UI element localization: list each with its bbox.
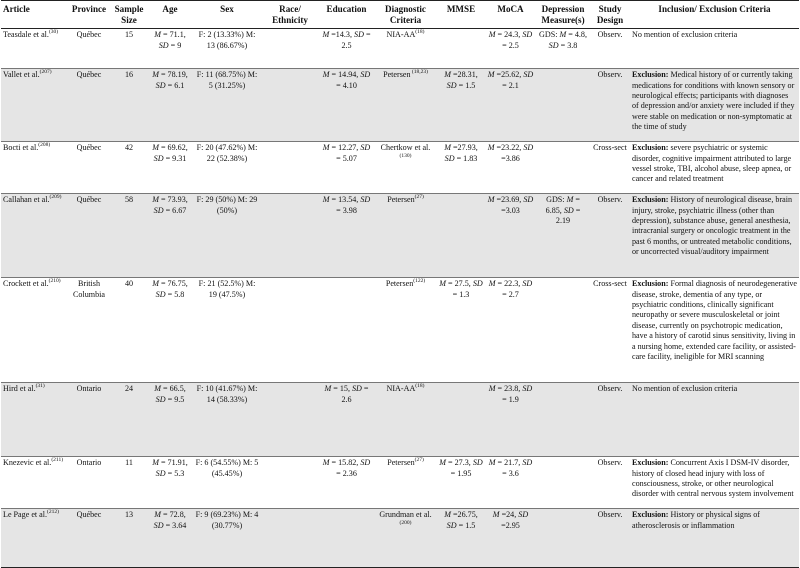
criteria-cell (630, 278, 799, 383)
province-cell (67, 457, 111, 509)
moca-value: M =24, SD =2.95 (492, 510, 529, 530)
criteria-cell (630, 69, 799, 142)
race-cell (261, 194, 319, 278)
depression-value: GDS: M = 6.85, SD = 2.19 (545, 195, 581, 225)
depression-cell (536, 457, 590, 509)
age-value: M = 66.5, SD = 9.5 (154, 384, 186, 404)
education-cell (319, 509, 374, 568)
design-value: Observ. (597, 70, 623, 80)
age-value: M = 71.1, SD = 9 (154, 30, 186, 50)
table-row (1, 142, 799, 194)
province-cell (67, 29, 111, 69)
education-value: M = 15, SD = 2.6 (324, 384, 369, 404)
education-cell (319, 383, 374, 457)
header-depression: Depression Measure(s) (536, 1, 590, 29)
diagnostic-cell (374, 457, 437, 509)
mmse-cell (437, 383, 485, 457)
moca-cell (485, 69, 536, 142)
header-design: Study Design (590, 1, 630, 29)
diagnostic-reference: (27) (414, 194, 424, 201)
mmse-cell (437, 457, 485, 509)
criteria-text: Concurrent Axis I DSM-IV disorder, history of closed head injury with loss of consciousness, stroke, or other neurological disorder with central nervous system involvement (632, 458, 794, 499)
header-sample-size: Sample Size (111, 1, 147, 29)
province-value: Québec (76, 143, 102, 153)
criteria-label: Exclusion: (632, 458, 669, 468)
education-value: M =14.3, SD = 2.5 (322, 30, 371, 50)
sex-cell (193, 509, 261, 568)
sample-size-value: 42 (124, 143, 134, 153)
article-cell (1, 194, 67, 278)
sample-size-cell (111, 194, 147, 278)
table-row (1, 29, 799, 69)
education-value: M = 13.54, SD = 3.98 (322, 195, 371, 215)
depression-cell (536, 194, 590, 278)
header-sex: Sex (193, 1, 261, 29)
diagnostic-reference: (130) (399, 152, 412, 159)
criteria-text: No mention of exclusion criteria (632, 30, 738, 40)
article-name: Crockett et al. (3, 279, 49, 289)
table-row (1, 457, 799, 509)
age-cell (147, 457, 193, 509)
table-row (1, 69, 799, 142)
diagnostic-reference: (200) (399, 519, 412, 526)
article-name: Teasdale et al. (3, 30, 49, 40)
sample-size-cell (111, 383, 147, 457)
race-cell (261, 142, 319, 194)
race-cell (261, 29, 319, 69)
sex-value: F: 9 (69.23%) M: 4 (30.77%) (195, 510, 259, 530)
moca-cell (485, 278, 536, 383)
sample-size-cell (111, 29, 147, 69)
criteria-label: Exclusion: (632, 195, 669, 205)
article-cell (1, 142, 67, 194)
mmse-cell (437, 509, 485, 568)
article-reference: (30) (48, 29, 59, 36)
moca-value: M =23.22, SD =3.86 (487, 143, 534, 163)
design-cell (590, 194, 630, 278)
sex-cell (193, 457, 261, 509)
criteria-cell (630, 457, 799, 509)
sample-size-cell (111, 509, 147, 568)
article-name: Bocti et al. (3, 143, 39, 153)
sex-cell (193, 278, 261, 383)
sex-cell (193, 194, 261, 278)
race-cell (261, 509, 319, 568)
sample-size-cell (111, 69, 147, 142)
age-value: M = 73.93, SD = 6.67 (152, 195, 188, 215)
sample-size-value: 24 (124, 384, 134, 394)
province-cell (67, 142, 111, 194)
education-cell (319, 142, 374, 194)
diagnostic-value: Petersen (387, 458, 415, 468)
table-row (1, 509, 799, 568)
article-name: Knezevic et al. (3, 458, 52, 468)
criteria-text: Medical history of or currently taking medications for conditions with known sensory or neurological effects; participants with diagnoses of depression and/or anxiety were included if they were stable on medication or non-symptomatic at the time of study (632, 70, 795, 132)
moca-cell (485, 194, 536, 278)
depression-cell (536, 509, 590, 568)
article-cell (1, 509, 67, 568)
province-value: Québec (76, 70, 102, 80)
sample-size-cell (111, 457, 147, 509)
sample-size-cell (111, 142, 147, 194)
article-name: Callahan et al. (3, 195, 50, 205)
design-value: Observ. (597, 384, 623, 394)
table-row (1, 194, 799, 278)
article-name: Le Page et al. (3, 510, 48, 520)
age-value: M = 78.19, SD = 6.1 (152, 70, 188, 90)
province-value: Ontario (76, 458, 102, 468)
design-value: Cross-sect (593, 143, 627, 153)
design-value: Observ. (597, 510, 623, 520)
age-value: M = 69.62, SD = 9.31 (152, 143, 188, 163)
studies-table (1, 0, 799, 568)
diagnostic-cell (374, 383, 437, 457)
age-value: M = 71.91, SD = 5.3 (152, 458, 188, 478)
mmse-value: M =27.93, SD = 1.83 (444, 143, 478, 163)
diagnostic-value: Petersen (387, 195, 415, 205)
sample-size-cell (111, 278, 147, 383)
diagnostic-cell (374, 69, 437, 142)
header-article: Article (1, 1, 67, 29)
depression-cell (536, 29, 590, 69)
article-reference: (208) (38, 142, 51, 149)
sample-size-value: 15 (124, 30, 134, 40)
design-cell (590, 509, 630, 568)
header-row (1, 1, 799, 29)
table-row (1, 278, 799, 383)
moca-value: M =23.69, SD =3.03 (487, 195, 534, 215)
design-cell (590, 69, 630, 142)
diagnostic-value: Grundman et al. (379, 510, 432, 520)
sex-value: F: 6 (54.55%) M: 5 (45.45%) (195, 458, 259, 478)
province-cell (67, 278, 111, 383)
sex-value: F: 10 (41.67%) M: 14 (58.33%) (196, 384, 258, 404)
criteria-label: Exclusion: (632, 279, 669, 289)
criteria-text: No mention of exclusion criteria (632, 384, 738, 394)
header-race: Race/ Ethnicity (261, 1, 319, 29)
criteria-label: Exclusion: (632, 70, 669, 80)
depression-cell (536, 278, 590, 383)
article-cell (1, 278, 67, 383)
sample-size-value: 11 (125, 458, 133, 468)
design-value: Observ. (597, 458, 623, 468)
age-value: M = 72.8, SD = 3.64 (153, 510, 187, 530)
article-reference: (210) (48, 278, 61, 285)
race-cell (261, 383, 319, 457)
diagnostic-reference: (18,23) (410, 69, 428, 76)
age-cell (147, 29, 193, 69)
age-cell (147, 142, 193, 194)
moca-value: M = 22.3, SD = 2.7 (488, 279, 533, 299)
age-cell (147, 194, 193, 278)
age-cell (147, 509, 193, 568)
education-value: M = 15.82, SD = 2.36 (322, 458, 371, 478)
diagnostic-cell (374, 194, 437, 278)
design-cell (590, 142, 630, 194)
education-cell (319, 278, 374, 383)
moca-cell (485, 29, 536, 69)
moca-value: M = 21.7, SD = 3.6 (488, 458, 533, 478)
criteria-text: Formal diagnosis of neurodegenerative disease, stroke, dementia of any type, or psychiatric conditions, clinically significant neuropathy or severe musculoskeletal or joint disease, currently on psychotropic medication, have a history of carotid sinus sensitivity, living in a nursing home, extended care facility, or assisted-care facility, ineligible for MRI scanning (632, 279, 798, 362)
age-cell (147, 69, 193, 142)
race-cell (261, 278, 319, 383)
depression-value: GDS: M = 4.8, SD = 3.8 (539, 30, 587, 50)
sex-value: F: 21 (52.5%) M: 19 (47.5%) (198, 279, 256, 299)
article-cell (1, 457, 67, 509)
header-education: Education (319, 1, 374, 29)
article-cell (1, 29, 67, 69)
diagnostic-value: NIA-AA (386, 384, 416, 394)
mmse-value: M =26.75, SD = 1.5 (444, 510, 478, 530)
province-cell (67, 69, 111, 142)
depression-cell (536, 142, 590, 194)
design-value: Cross-sect (593, 279, 627, 289)
header-criteria: Inclusion/ Exclusion Criteria (630, 1, 799, 29)
moca-value: M = 23.8, SD = 1.9 (488, 384, 533, 404)
sample-size-value: 58 (124, 195, 134, 205)
sex-value: F: 2 (13.33%) M: 13 (86.67%) (198, 30, 256, 50)
article-reference: (212) (47, 509, 59, 516)
design-value: Observ. (597, 195, 623, 205)
race-cell (261, 69, 319, 142)
diagnostic-cell (374, 509, 437, 568)
mmse-cell (437, 69, 485, 142)
sample-size-value: 40 (124, 279, 134, 289)
diagnostic-value: Chertkow et al. (380, 143, 431, 153)
design-cell (590, 29, 630, 69)
sex-cell (193, 383, 261, 457)
province-cell (67, 383, 111, 457)
age-cell (147, 278, 193, 383)
criteria-cell (630, 194, 799, 278)
mmse-cell (437, 278, 485, 383)
article-reference: (209) (49, 194, 62, 201)
header-moca: MoCA (485, 1, 536, 29)
education-value: M = 14.94, SD = 4.10 (322, 70, 371, 90)
education-value: M = 12.27, SD = 5.07 (322, 143, 371, 163)
age-cell (147, 383, 193, 457)
diagnostic-cell (374, 29, 437, 69)
article-reference: (207) (39, 69, 52, 76)
criteria-label: Exclusion: (632, 510, 669, 520)
criteria-label: Exclusion: (632, 143, 669, 153)
province-value: Québec (76, 510, 102, 520)
age-value: M = 76.75, SD = 5.8 (152, 279, 188, 299)
article-cell (1, 383, 67, 457)
diagnostic-reference: (27) (414, 457, 424, 464)
province-cell (67, 194, 111, 278)
province-cell (67, 509, 111, 568)
mmse-cell (437, 194, 485, 278)
diagnostic-value: Petersen (383, 70, 411, 80)
criteria-text: severe psychiatric or systemic disorder, cognitive impairment attributed to large vessel stroke, TBI, alcohol abuse, sleep apnea, or cancer and related treatment (632, 143, 792, 184)
education-cell (319, 194, 374, 278)
province-value: Québec (76, 30, 102, 40)
diagnostic-cell (374, 142, 437, 194)
sample-size-value: 13 (124, 510, 134, 520)
mmse-cell (437, 142, 485, 194)
province-value: Ontario (76, 384, 102, 394)
education-cell (319, 69, 374, 142)
header-diagnostic: Diagnostic Criteria (374, 1, 437, 29)
education-cell (319, 457, 374, 509)
article-reference: (31) (35, 383, 45, 390)
province-value: British Columbia (73, 279, 105, 299)
article-name: Vallet et al. (3, 70, 40, 80)
moca-cell (485, 509, 536, 568)
moca-value: M =25.62, SD = 2.1 (487, 70, 534, 90)
mmse-value: M = 27.3, SD = 1.95 (439, 458, 483, 478)
race-cell (261, 457, 319, 509)
criteria-text: History of neurological disease, brain injury, stroke, psychiatric illness (other than depression), substance abuse, general anesthesia, intracranial surgery or oncologic treatment in the past 6 months, or untreated metabolic conditions, or uncorrected visual/auditory impairment (632, 195, 793, 257)
moca-cell (485, 457, 536, 509)
moca-value: M = 24.3, SD = 2.5 (488, 30, 533, 50)
diagnostic-value: Petersen (385, 279, 414, 289)
sample-size-value: 16 (124, 70, 134, 80)
diagnostic-reference: (18) (415, 29, 425, 36)
depression-cell (536, 69, 590, 142)
design-cell (590, 278, 630, 383)
header-age: Age (147, 1, 193, 29)
table-row (1, 383, 799, 457)
sex-value: F: 11 (68.75%) M: 5 (31.25%) (196, 70, 258, 90)
education-cell (319, 29, 374, 69)
moca-cell (485, 383, 536, 457)
criteria-cell (630, 383, 799, 457)
sex-value: F: 29 (50%) M: 29 (50%) (196, 195, 258, 215)
mmse-value: M = 27.5, SD = 1.3 (439, 279, 483, 299)
criteria-cell (630, 142, 799, 194)
sex-cell (193, 69, 261, 142)
diagnostic-cell (374, 278, 437, 383)
sex-value: F: 20 (47.62%) M: 22 (52.38%) (196, 143, 258, 163)
design-cell (590, 457, 630, 509)
design-cell (590, 383, 630, 457)
header-province: Province (67, 1, 111, 29)
province-value: Québec (76, 195, 102, 205)
sex-cell (193, 142, 261, 194)
sex-cell (193, 29, 261, 69)
mmse-cell (437, 29, 485, 69)
criteria-text: History or physical signs of atherosclerosis or inflammation (632, 510, 760, 530)
criteria-cell (630, 509, 799, 568)
depression-cell (536, 383, 590, 457)
header-mmse: MMSE (437, 1, 485, 29)
article-reference: (211) (51, 457, 64, 464)
criteria-cell (630, 29, 799, 69)
mmse-value: M =28.31, SD = 1.5 (444, 70, 478, 90)
design-value: Observ. (597, 30, 623, 40)
moca-cell (485, 142, 536, 194)
article-cell (1, 69, 67, 142)
diagnostic-reference: (122) (413, 278, 426, 285)
article-name: Hird et al. (3, 384, 36, 394)
diagnostic-value: NIA-AA (386, 30, 416, 40)
diagnostic-reference: (18) (415, 383, 425, 390)
